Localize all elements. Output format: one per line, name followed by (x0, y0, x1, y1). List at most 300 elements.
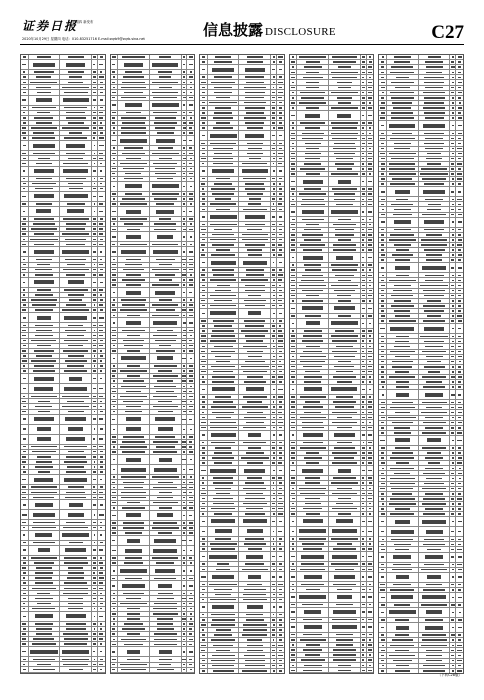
fine-print-text (272, 269, 275, 271)
fine-print-text (278, 655, 283, 657)
fine-print-text (23, 549, 26, 551)
fine-print-text (210, 340, 235, 342)
fine-print-text (37, 112, 50, 114)
table-cell (239, 182, 271, 186)
table-cell (419, 157, 451, 161)
fine-print-text (243, 178, 266, 180)
table-cell (208, 202, 240, 206)
fine-print-text (368, 576, 372, 578)
fine-print-text (93, 87, 95, 89)
fine-print-text (22, 461, 26, 463)
fine-print-text (292, 219, 295, 221)
fine-print-text (201, 508, 205, 510)
fine-print-text (241, 366, 268, 368)
table-cell (329, 314, 361, 318)
table-cell (187, 161, 194, 165)
fine-print-text (241, 457, 269, 459)
table-cell (387, 248, 419, 252)
fine-print-text (292, 127, 294, 129)
table-cell (329, 582, 361, 586)
fine-print-text (279, 569, 282, 571)
table-cell (21, 333, 29, 337)
fine-print-text (278, 274, 283, 276)
fine-print-text (112, 451, 115, 453)
fine-print-text (304, 625, 322, 629)
table-cell (367, 608, 374, 617)
table-cell (200, 507, 208, 511)
fine-print-text (291, 649, 296, 651)
fine-print-text (424, 82, 444, 84)
table-cell (329, 339, 361, 343)
fine-print-text (183, 251, 185, 253)
table-cell (208, 182, 240, 186)
fine-print-text (127, 350, 140, 352)
table-row (21, 612, 105, 622)
table-row (200, 552, 284, 562)
table-cell (187, 131, 194, 135)
table-cell (367, 370, 374, 374)
fine-print-text (36, 567, 52, 569)
table-cell (387, 218, 419, 227)
fine-print-text (94, 411, 96, 413)
table-cell (297, 415, 329, 419)
table-cell (367, 648, 374, 652)
fine-print-text (126, 417, 141, 421)
table-cell (150, 146, 182, 150)
table-cell (277, 344, 284, 348)
fine-print-text (273, 170, 275, 172)
table-cell (111, 602, 119, 606)
fine-print-text (23, 418, 26, 420)
table-cell (111, 607, 119, 611)
fine-print-text (93, 669, 96, 671)
fine-print-text (303, 180, 323, 184)
fine-print-text (112, 117, 115, 119)
table-cell (60, 126, 92, 130)
table-cell (367, 157, 374, 161)
table-cell (277, 273, 284, 277)
table-cell (387, 70, 419, 74)
table-cell (367, 75, 374, 79)
table-cell (187, 435, 194, 439)
fine-print-text (247, 229, 262, 231)
fine-print-text (246, 387, 264, 391)
fine-print-text (183, 570, 185, 572)
table-cell (239, 380, 271, 384)
fine-print-text (156, 309, 175, 311)
fine-print-text (23, 82, 26, 84)
fine-print-text (157, 178, 173, 180)
fine-print-text (304, 188, 321, 190)
table-cell (187, 617, 194, 621)
fine-print-text (217, 285, 230, 287)
fine-print-text (299, 193, 325, 195)
fine-print-text (69, 76, 82, 78)
fine-print-text (244, 102, 266, 104)
table-cell (29, 333, 61, 337)
table-cell (187, 496, 194, 500)
fine-print-text (67, 401, 84, 403)
fine-print-text (100, 669, 102, 671)
fine-print-text (421, 239, 447, 241)
table-cell (187, 268, 194, 272)
table-cell (21, 657, 29, 661)
table-cell (150, 642, 182, 646)
fine-print-text (202, 599, 204, 601)
fine-print-text (279, 594, 282, 596)
table-cell (277, 299, 284, 303)
fine-print-text (189, 193, 194, 195)
table-cell (208, 227, 240, 231)
fine-print-text (458, 125, 462, 127)
fine-print-text (242, 634, 267, 636)
table-cell (290, 243, 298, 247)
table-cell (208, 628, 240, 632)
fine-print-text (424, 220, 444, 224)
fine-print-text (112, 540, 115, 542)
fine-print-text (247, 143, 264, 145)
fine-print-text (243, 503, 267, 505)
fine-print-text (336, 204, 353, 206)
fine-print-text (33, 144, 54, 148)
table-cell (200, 451, 208, 455)
fine-print-text (22, 228, 26, 230)
table-cell (208, 431, 240, 440)
table-cell (277, 157, 284, 161)
fine-print-text (34, 71, 54, 73)
fine-print-text (121, 127, 146, 129)
table-cell (60, 602, 92, 606)
table-cell (98, 131, 105, 135)
table-cell (60, 116, 92, 120)
table-cell (329, 172, 361, 176)
table-cell (239, 527, 271, 536)
fine-print-text (93, 228, 95, 230)
fine-print-text (362, 211, 364, 213)
table-cell (98, 111, 105, 115)
table-cell (208, 65, 240, 74)
table-cell (208, 400, 240, 404)
fine-print-text (362, 589, 365, 591)
fine-print-text (93, 451, 96, 453)
fine-print-text (292, 498, 295, 500)
fine-print-text (331, 538, 358, 540)
fine-print-text (183, 669, 185, 671)
table-cell (118, 501, 150, 505)
fine-print-text (37, 289, 50, 291)
fine-print-text (64, 387, 87, 391)
fine-print-text (214, 589, 232, 591)
fine-print-text (452, 77, 454, 79)
table-cell (200, 420, 208, 424)
table-cell (367, 466, 374, 475)
fine-print-text (94, 211, 96, 213)
table-cell (367, 476, 374, 480)
table-cell (29, 222, 61, 226)
fine-print-text (93, 522, 96, 524)
table-cell (290, 172, 298, 176)
fine-print-text (183, 284, 185, 286)
fine-print-text (69, 299, 82, 301)
table-cell (379, 147, 387, 151)
fine-print-text (245, 290, 264, 292)
table-cell (111, 126, 119, 130)
table-cell (419, 233, 451, 237)
table-cell (290, 187, 298, 191)
fine-print-text (33, 542, 55, 544)
table-cell (21, 404, 29, 408)
fine-print-text (189, 140, 192, 142)
fine-print-text (67, 264, 85, 266)
table-cell (290, 643, 298, 647)
fine-print-text (291, 569, 294, 571)
fine-print-text (336, 604, 353, 606)
fine-print-text (368, 211, 371, 213)
fine-print-text (37, 437, 51, 441)
table-cell (456, 172, 463, 176)
fine-print-text (153, 502, 178, 504)
fine-print-text (368, 193, 371, 195)
fine-print-text (189, 375, 193, 377)
fine-print-text (202, 170, 206, 172)
fine-print-text (243, 519, 267, 523)
fine-print-text (183, 117, 185, 119)
table-cell (290, 80, 298, 84)
fine-print-text (272, 447, 275, 449)
table-cell (98, 662, 105, 666)
fine-print-text (210, 295, 236, 297)
fine-print-text (100, 251, 102, 253)
fine-print-text (291, 442, 295, 444)
fine-print-text (183, 411, 186, 413)
table-row (379, 187, 463, 197)
table-cell (118, 617, 150, 621)
fine-print-text (113, 345, 115, 347)
table-cell (21, 485, 29, 489)
table-cell (387, 228, 419, 232)
fine-print-text (189, 527, 194, 529)
table-cell (290, 314, 298, 318)
table-cell (329, 55, 361, 59)
table-cell (150, 389, 182, 393)
fine-print-text (300, 417, 326, 419)
table-cell (208, 278, 240, 282)
table-cell (367, 162, 374, 166)
table-cell (367, 192, 374, 196)
fine-print-text (214, 76, 232, 78)
table-cell (111, 374, 119, 378)
fine-print-text (279, 381, 281, 383)
table-cell (98, 263, 105, 267)
fine-print-text (369, 173, 372, 175)
fine-print-text (112, 436, 116, 438)
table-cell (367, 582, 374, 586)
fine-print-text (23, 428, 26, 430)
table-cell (98, 369, 105, 373)
fine-print-text (33, 522, 55, 524)
fine-print-text (279, 249, 282, 251)
table-cell (118, 394, 150, 398)
table-cell (329, 542, 361, 546)
fine-print-text (426, 66, 443, 68)
fine-print-text (452, 148, 454, 150)
fine-print-text (304, 387, 322, 391)
table-cell (367, 248, 374, 252)
fine-print-text (190, 223, 193, 225)
fine-print-text (112, 613, 116, 615)
fine-print-text (126, 598, 141, 600)
table-cell (200, 233, 208, 237)
table-cell (208, 253, 240, 257)
table-cell (329, 273, 361, 277)
fine-print-text (183, 322, 186, 324)
fine-print-text (22, 643, 26, 645)
fine-print-text (38, 471, 51, 473)
table-cell (150, 531, 182, 535)
fine-print-text (279, 216, 282, 218)
table-cell (456, 75, 463, 79)
table-cell (239, 227, 271, 231)
fine-print-text (99, 396, 103, 398)
table-cell (329, 126, 361, 130)
fine-print-text (63, 169, 88, 173)
table-cell (419, 86, 451, 90)
table-row (111, 101, 195, 111)
table-cell (200, 55, 208, 59)
table-cell (277, 385, 284, 394)
fine-print-text (291, 513, 295, 515)
table-cell (200, 664, 208, 668)
fine-print-text (362, 168, 364, 170)
table-cell (111, 531, 119, 535)
fine-print-text (190, 168, 192, 170)
fine-print-text (100, 557, 102, 559)
fine-print-text (112, 441, 116, 443)
table-row (290, 623, 374, 633)
table-cell (118, 242, 150, 246)
fine-print-text (93, 549, 96, 551)
fine-print-text (155, 569, 175, 573)
table-cell (150, 596, 182, 600)
fine-print-text (362, 576, 364, 578)
fine-print-text (381, 66, 384, 68)
fine-print-text (183, 492, 186, 494)
table-cell (29, 232, 61, 236)
table-cell (200, 481, 208, 485)
table-cell (21, 410, 29, 414)
table-cell (208, 375, 240, 379)
table-cell (150, 116, 182, 120)
table-cell (21, 435, 29, 444)
fine-print-text (291, 611, 294, 613)
table-cell (21, 192, 29, 201)
table-cell (329, 618, 361, 622)
table-cell (239, 273, 271, 277)
disclosure-tables (20, 54, 464, 674)
fine-print-text (35, 572, 53, 574)
table-cell (60, 546, 92, 555)
table-cell (60, 268, 92, 272)
fine-print-text (202, 107, 204, 109)
table-cell (187, 313, 194, 317)
table-cell (98, 222, 105, 226)
fine-print-text (245, 68, 265, 72)
table-cell (21, 591, 29, 595)
fine-print-text (331, 72, 358, 74)
fine-print-text (121, 132, 146, 134)
table-cell (297, 217, 329, 221)
table-cell (21, 75, 29, 79)
fine-print-text (335, 406, 354, 408)
table-cell (329, 608, 361, 617)
fine-print-text (183, 386, 186, 388)
fine-print-text (190, 299, 193, 301)
table-cell (118, 167, 150, 171)
fine-print-text (247, 153, 263, 155)
table-cell (98, 161, 105, 165)
table-cell (200, 613, 208, 617)
fine-print-text (23, 251, 26, 253)
fine-print-text (212, 381, 234, 383)
table-cell (98, 227, 105, 231)
table-cell (60, 339, 92, 343)
fine-print-text (23, 122, 26, 124)
table-cell (456, 213, 463, 217)
fine-print-text (292, 531, 295, 533)
fine-print-text (202, 563, 205, 565)
fine-print-text (368, 308, 372, 310)
fine-print-text (362, 389, 365, 391)
fine-print-text (389, 239, 416, 241)
fine-print-text (93, 317, 96, 319)
table-cell (277, 481, 284, 485)
fine-print-text (368, 493, 373, 495)
table-cell (21, 531, 29, 540)
fine-print-text (113, 429, 115, 431)
table-cell (277, 420, 284, 424)
table-cell (387, 157, 419, 161)
table-cell (208, 466, 240, 475)
fine-print-text (23, 446, 26, 448)
fine-print-text (183, 527, 186, 529)
table-cell (98, 612, 105, 621)
table-row (111, 546, 195, 556)
table-cell (329, 380, 361, 384)
fine-print-text (153, 487, 177, 489)
fine-print-text (291, 315, 295, 317)
table-cell (150, 349, 182, 353)
fine-print-text (420, 173, 447, 175)
fine-print-text (248, 311, 261, 315)
table-cell (329, 653, 361, 657)
fine-print-text (362, 127, 364, 129)
fine-print-text (189, 309, 193, 311)
table-cell (290, 197, 298, 201)
table-row (21, 167, 105, 177)
fine-print-text (120, 163, 147, 165)
table-cell (277, 192, 284, 196)
table-cell (187, 445, 194, 449)
table-cell (111, 288, 119, 297)
fine-print-text (302, 306, 322, 310)
table-cell (60, 566, 92, 570)
fine-print-text (273, 203, 275, 205)
table-cell (60, 313, 92, 322)
fine-print-text (99, 418, 104, 420)
fine-print-text (210, 134, 237, 138)
fine-print-text (126, 235, 140, 239)
table-cell (208, 461, 240, 465)
